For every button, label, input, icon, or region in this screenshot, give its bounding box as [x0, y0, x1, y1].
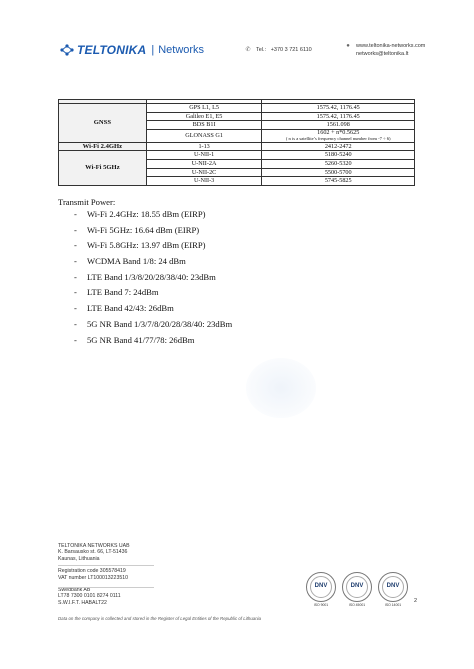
phone-icon: ✆ [245, 47, 251, 53]
iban: LT78 7300 0101 8274 0111 [58, 593, 121, 600]
list-item [74, 209, 232, 225]
list-item-text: Wi-Fi 5GHz: 16.64 dBm (EIRP) [87, 224, 200, 235]
table-row [59, 104, 415, 113]
frequency-cell: 5500-5700 [262, 168, 415, 177]
category-cell: Wi-Fi 2.4GHz [59, 142, 147, 151]
bank-name: Swedbank AB [58, 587, 91, 594]
band-cell: Galileo E1, E5 [146, 112, 262, 121]
list-item [74, 240, 232, 256]
list-bullet: - [74, 209, 77, 219]
list-bullet: - [74, 303, 77, 314]
website-link[interactable]: www.teltonika-networks.com [356, 43, 426, 49]
swift-code: S.W.I.F.T. HABALT22 [58, 599, 107, 606]
cert-code: ISO 9001 [313, 603, 329, 607]
certification-badge [378, 572, 408, 612]
list-item-text: Wi-Fi 5.8GHz: 13.97 dBm (EIRP) [87, 240, 206, 251]
band-cell: U-NII-2C [146, 168, 262, 177]
band-cell: BDS B1I [146, 121, 262, 130]
category-cell: Wi-Fi 5GHz [59, 151, 147, 185]
frequency-cell: 5180-5240 [262, 151, 415, 160]
cert-mark: DNV [314, 583, 328, 589]
list-item [74, 319, 232, 335]
frequency-cell: 5260-5320 [262, 159, 415, 168]
band-cell: 1-13 [146, 142, 262, 151]
legal-note: Data on the company is collected and stored in the Register of Legal Entities of the Republic of Lithuania [58, 616, 262, 621]
list-bullet: - [74, 256, 77, 267]
band-cell: GLONASS G1 [146, 129, 262, 142]
frequency-note: ( n is a satellite’s frequency channel number from -7 ÷ 6) [285, 136, 391, 142]
page-number: 2 [414, 598, 418, 604]
company-name: TELTONIKA NETWORKS UAB [58, 543, 130, 549]
frequency-table [58, 99, 415, 186]
brand-separator: | [151, 44, 155, 56]
cert-code: ISO 45001 [348, 603, 366, 607]
list-item [74, 256, 232, 272]
contact-phone [244, 46, 312, 53]
list-bullet: - [74, 224, 77, 235]
list-bullet: - [74, 318, 77, 329]
email-link[interactable]: networks@teltonika.lt [356, 51, 409, 57]
list-item [74, 335, 232, 351]
list-item-text: LTE Band 42/43: 26dBm [87, 303, 174, 314]
certification-badges [306, 572, 408, 612]
footer-divider [58, 587, 154, 588]
list-item [74, 303, 232, 319]
certification-badge [306, 572, 336, 612]
band-cell: U-NII-1 [146, 151, 262, 160]
band-cell: U-NII-2A [146, 159, 262, 168]
frequency-cell: 5745-5825 [262, 177, 415, 186]
footer-divider [58, 565, 154, 566]
list-item [74, 272, 232, 288]
phone-label: Tel.: [256, 46, 267, 53]
list-item-text: 5G NR Band 41/77/78: 26dBm [87, 334, 195, 345]
list-item-text: LTE Band 1/3/8/20/28/38/40: 23dBm [87, 271, 216, 282]
brand-suffix: Networks [158, 44, 205, 56]
teltonika-logo-icon [58, 42, 74, 58]
transmit-power-list [74, 209, 232, 350]
list-bullet: - [74, 240, 77, 251]
contact-web [344, 42, 425, 58]
list-item-text: Wi-Fi 2.4GHz: 18.55 dBm (EIRP) [87, 209, 206, 219]
cert-mark: DNV [350, 583, 364, 589]
faint-stamp [246, 358, 316, 418]
frequency-cell: 1575.42, 1176.45 [262, 104, 415, 113]
transmit-power-title: Transmit Power: [58, 197, 116, 207]
cert-code: ISO 14001 [384, 603, 402, 607]
band-cell: GPS L1, L5 [146, 104, 262, 113]
frequency-cell: 1561.098 [262, 121, 415, 130]
list-bullet: - [74, 271, 77, 282]
frequency-cell: 1575.42, 1176.45 [262, 112, 415, 121]
phone-number: +370 3 721 6110 [270, 46, 312, 53]
list-item-text: WCDMA Band 1/8: 24 dBm [87, 256, 186, 267]
list-item [74, 287, 232, 303]
frequency-value: 1602 + n*0.5625 [317, 129, 360, 137]
list-item-text: LTE Band 7: 24dBm [87, 287, 159, 298]
registration-code: Registration code 305578419 [58, 568, 126, 575]
frequency-cell: 2412-2472 [262, 142, 415, 151]
brand-name: TELTONIKA [77, 43, 147, 57]
city: Kaunas, Lithuania [58, 555, 100, 562]
list-item-text: 5G NR Band 1/3/7/8/20/28/38/40: 23dBm [87, 318, 233, 329]
company-logo [58, 42, 204, 58]
table-row [59, 151, 415, 160]
cert-mark: DNV [386, 583, 400, 589]
globe-icon: ● [346, 43, 350, 49]
certification-badge [342, 572, 372, 612]
list-bullet: - [74, 287, 77, 298]
band-cell: U-NII-3 [146, 177, 262, 186]
category-cell: GNSS [59, 104, 147, 143]
frequency-cell [262, 129, 415, 142]
table-row [59, 142, 415, 151]
company-address [58, 543, 418, 562]
street-address: K. Barsausko st. 66, LT-51436 [58, 549, 128, 556]
list-item [74, 225, 232, 241]
vat-number: VAT number LT100013223510 [58, 574, 128, 581]
list-bullet: - [74, 334, 77, 345]
letterhead [58, 40, 428, 66]
